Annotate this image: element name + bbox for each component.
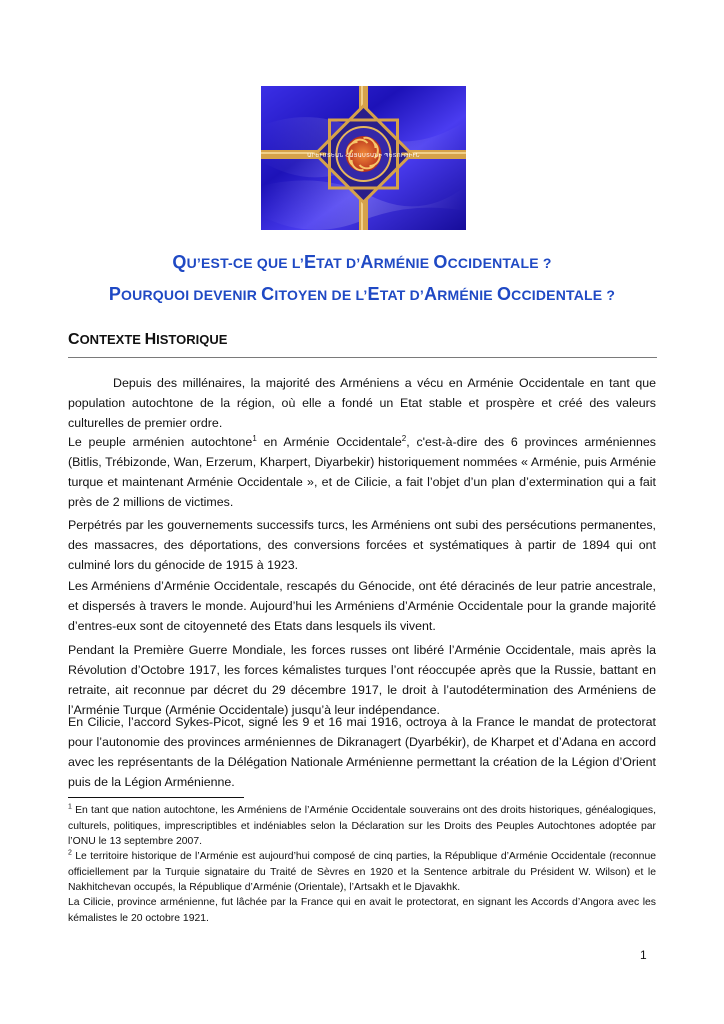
title-text: TAT D’	[379, 287, 424, 303]
title-initial: A	[360, 252, 374, 272]
paragraph-text: en Arménie Occidentale	[256, 435, 402, 449]
section-heading	[68, 331, 227, 349]
heading-text: ONTEXTE	[79, 332, 145, 347]
heading-text: ISTORIQUE	[156, 332, 228, 347]
footnote-2	[68, 849, 656, 896]
paragraph-2	[68, 432, 656, 512]
footnote-1	[68, 803, 656, 850]
heading-initial: C	[68, 331, 80, 348]
footnote-text: En tant que nation autochtone, les Arméniens de l’Arménie Occidentale souverains ont des droits historiques, généalogiques, culturels, politiques, imprescriptibles et indéniables selon la Déclaration sur les Droits des Peuples Autochtones adoptée par l’ONU le 13 septembre 2007.	[68, 805, 656, 847]
title-text: CCIDENTALE ?	[447, 255, 552, 271]
footnote-mark: 2	[68, 849, 72, 857]
section-divider	[68, 357, 657, 358]
title-text: TAT D’	[316, 255, 361, 271]
page-number: 1	[640, 948, 647, 962]
footnote-text: Le territoire historique de l’Arménie est aujourd’hui composé de cinq parties, la République d’Arménie Occidentale (reconnue officiellement par la Turquie signataire du Traité de Sèvres en 1920 et la Sentence arbitrale du Président W. Wilson) et le Nakhitchevan occupés, la République d’Arménie (Orientale), l’Artsakh et le Djavakhk.	[68, 851, 656, 893]
title-text: ITOYEN DE L’	[274, 287, 368, 303]
title-initial: A	[423, 284, 438, 304]
title-text: RMÉNIE	[373, 255, 434, 271]
title-initial: O	[433, 252, 448, 272]
svg-text:ԱՐԵՒՄՏԵԱՆ ՀԱՅԱՍՏԱՆԻ ՊԵՏՈՒԹԻՒՆ: ԱՐԵՒՄՏԵԱՆ ՀԱՅԱՍՏԱՆԻ ՊԵՏՈՒԹԻՒՆ	[307, 153, 420, 159]
header-flag-image	[261, 86, 466, 230]
paragraph-6: En Cilicie, l’accord Sykes-Picot, signé les 9 et 16 mai 1916, octroya à la France le mandat de protectorat pour l’autonomie des provinces arméniennes de Dikranagert (Dyarbékir), de Kharpet et d’Adana en accord avec les représentants de la Délégation Nationale Arménienne permettant la création de la Légion d’Orient puis de la Légion Arménienne.	[68, 715, 656, 789]
title-initial: E	[367, 284, 380, 304]
title-initial: Q	[172, 252, 187, 272]
footnote-mark: 1	[68, 803, 72, 811]
paragraph-3: Perpétrés par les gouvernements successifs turcs, les Arméniens ont subi des persécutions permanentes, des massacres, des déportations, des conversions forcées et systématiques à partir de 1894 qui ont culminé lors du génocide de 1915 à 1923.	[68, 518, 656, 572]
document-title-line-2	[0, 284, 724, 305]
paragraph-4: Les Arméniens d’Arménie Occidentale, rescapés du Génocide, ont été déracinés de leur patrie ancestrale, et dispersés à travers le monde. Aujourd’hui les Arméniens d’Arménie Occidentale pour la grande majorité d’entres-eux sont de citoyenneté des Etats dans lesquels ils vivent.	[68, 579, 656, 633]
title-initial: E	[303, 252, 317, 272]
title-text: CCIDENTALE ?	[511, 287, 616, 303]
title-text: U’EST-CE QUE L’	[186, 255, 304, 271]
title-initial: O	[496, 284, 512, 304]
title-initial: C	[261, 284, 275, 304]
title-initial: P	[108, 284, 122, 304]
paragraph-text: Le peuple arménien autochtone	[68, 435, 253, 449]
title-text: RMÉNIE	[437, 287, 497, 303]
document-title-line-1	[0, 252, 724, 273]
armenian-flag-with-eternity-emblem-icon	[261, 86, 466, 230]
heading-initial: H	[144, 331, 157, 348]
footnote-ref-2[interactable]: 2	[401, 433, 407, 443]
title-text: OURQUOI DEVENIR	[121, 287, 262, 303]
footnote-separator	[68, 797, 244, 798]
footnote-ref-1[interactable]: 1	[252, 433, 257, 443]
paragraph-1: Depuis des millénaires, la majorité des Arméniens a vécu en Arménie Occidentale en tant que population autochtone de la région, où elle a fondé un Etat stable et prospère et créé des valeurs culturelles de premier ordre.	[68, 376, 656, 430]
paragraph-5: Pendant la Première Guerre Mondiale, les forces russes ont libéré l’Arménie Occidentale, mais après la Révolution d’Octobre 1917, les forces kémalistes turques l’ont réoccupée après que la Russie, battant en retraite, ait reconnue par décret du 29 décembre 1917, le droit à l’autodétermination des Arméniens de l’Arménie Turque (Arménie Occidentale) jusqu’à leur indépendance.	[68, 643, 656, 717]
paragraph-text: , c'est-à-dire des 6 provinces arméniennes (Bitlis, Trébizonde, Wan, Erzerum, Kharpert, Diyarbekir) historiquement nommées « Arménie, puis Arménie turque et maintenant Arménie Occidentale », et de Cilicie, a fait l’objet d’un plan d’extermination qui a fait près de 2 millions de victimes.	[68, 435, 656, 509]
footnote-2-continuation: La Cilicie, province arménienne, fut lâchée par la France qui en avait le protectorat, en signant les Accords d’Angora avec les kémalistes le 20 octobre 1921.	[68, 897, 656, 924]
